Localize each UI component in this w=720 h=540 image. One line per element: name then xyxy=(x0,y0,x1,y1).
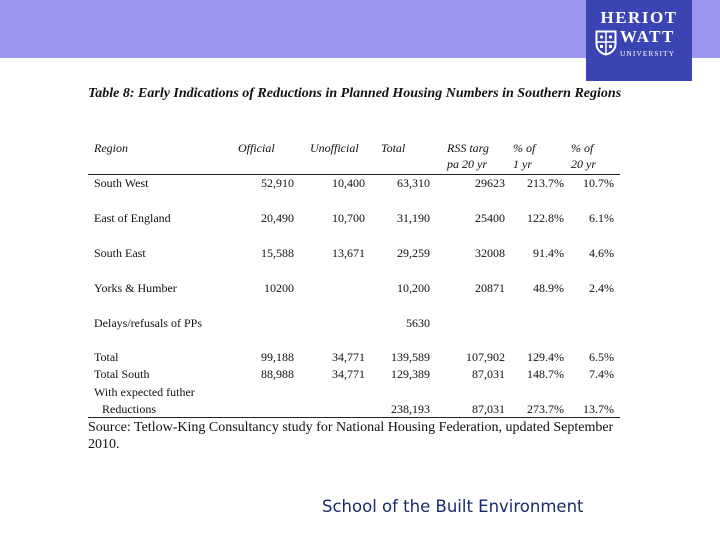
cell-region: Total South xyxy=(94,367,150,381)
logo-line-heriot: HERIOT xyxy=(600,8,678,27)
header-pct1-line2: 1 yr xyxy=(513,157,532,171)
header-region: Region xyxy=(94,141,128,155)
cell-pct20: 13.7% xyxy=(583,402,614,416)
cell-region: South West xyxy=(94,176,149,190)
cell-total: 129,389 xyxy=(391,367,430,381)
crest-icon xyxy=(595,30,617,56)
cell-region: Yorks & Humber xyxy=(94,281,177,295)
logo-line-university: UNIVERSITY xyxy=(620,49,675,58)
cell-unofficial: 13,671 xyxy=(332,246,365,260)
table-top-rule xyxy=(88,174,620,175)
cell-region: Total xyxy=(94,350,119,364)
cell-pct20: 2.4% xyxy=(589,281,614,295)
cell-rss: 87,031 xyxy=(472,402,505,416)
cell-official: 15,588 xyxy=(261,246,294,260)
cell-pct20: 10.7% xyxy=(583,176,614,190)
cell-region: Delays/refusals of PPs xyxy=(94,316,202,330)
header-pct20-line2: 20 yr xyxy=(571,157,596,171)
cell-pct1: 273.7% xyxy=(527,402,564,416)
cell-unofficial: 34,771 xyxy=(332,367,365,381)
cell-unofficial: 10,400 xyxy=(332,176,365,190)
cell-official: 20,490 xyxy=(261,211,294,225)
cell-official: 88,988 xyxy=(261,367,294,381)
cell-rss: 29623 xyxy=(475,176,505,190)
cell-pct20: 4.6% xyxy=(589,246,614,260)
cell-pct20: 7.4% xyxy=(589,367,614,381)
cell-rss: 87,031 xyxy=(472,367,505,381)
cell-pct1: 48.9% xyxy=(533,281,564,295)
cell-total: 31,190 xyxy=(397,211,430,225)
cell-official: 10200 xyxy=(264,281,294,295)
cell-unofficial: 10,700 xyxy=(332,211,365,225)
university-logo xyxy=(586,0,692,81)
cell-total: 5630 xyxy=(406,316,430,330)
header-rss-line1: RSS targ xyxy=(447,141,489,155)
cell-unofficial: 34,771 xyxy=(332,350,365,364)
cell-total: 139,589 xyxy=(391,350,430,364)
header-official: Official xyxy=(238,141,275,155)
header-rss-line2: pa 20 yr xyxy=(447,157,487,171)
cell-region: South East xyxy=(94,246,146,260)
cell-pct1: 91.4% xyxy=(533,246,564,260)
cell-official: 52,910 xyxy=(261,176,294,190)
cell-total: 10,200 xyxy=(397,281,430,295)
table-bottom-rule xyxy=(88,417,620,418)
cell-pct20: 6.1% xyxy=(589,211,614,225)
cell-pct1: 213.7% xyxy=(527,176,564,190)
cell-pct1: 148.7% xyxy=(527,367,564,381)
cell-official: 99,188 xyxy=(261,350,294,364)
logo-line-watt: WATT xyxy=(620,27,675,46)
cell-rss: 25400 xyxy=(475,211,505,225)
cell-pct20: 6.5% xyxy=(589,350,614,364)
cell-rss: 32008 xyxy=(475,246,505,260)
cell-pct1: 122.8% xyxy=(527,211,564,225)
cell-total: 238,193 xyxy=(391,402,430,416)
cell-total: 29,259 xyxy=(397,246,430,260)
footer-school-name: School of the Built Environment xyxy=(322,497,584,516)
cell-region: East of England xyxy=(94,211,171,225)
cell-pct1: 129.4% xyxy=(527,350,564,364)
cell-region: With expected futher xyxy=(94,385,195,399)
header-total: Total xyxy=(381,141,406,155)
source-note: Source: Tetlow-King Consultancy study for National Housing Federation, updated September 2010. xyxy=(88,420,614,452)
cell-rss: 20871 xyxy=(475,281,505,295)
cell-region: Reductions xyxy=(102,402,156,416)
header-unofficial: Unofficial xyxy=(310,141,359,155)
header-pct1-line1: % of xyxy=(513,141,536,155)
cell-total: 63,310 xyxy=(397,176,430,190)
header-pct20-line1: % of xyxy=(571,141,594,155)
cell-rss: 107,902 xyxy=(466,350,505,364)
table-title: Table 8: Early Indications of Reductions in Planned Housing Numbers in Southern Regions xyxy=(88,86,622,101)
